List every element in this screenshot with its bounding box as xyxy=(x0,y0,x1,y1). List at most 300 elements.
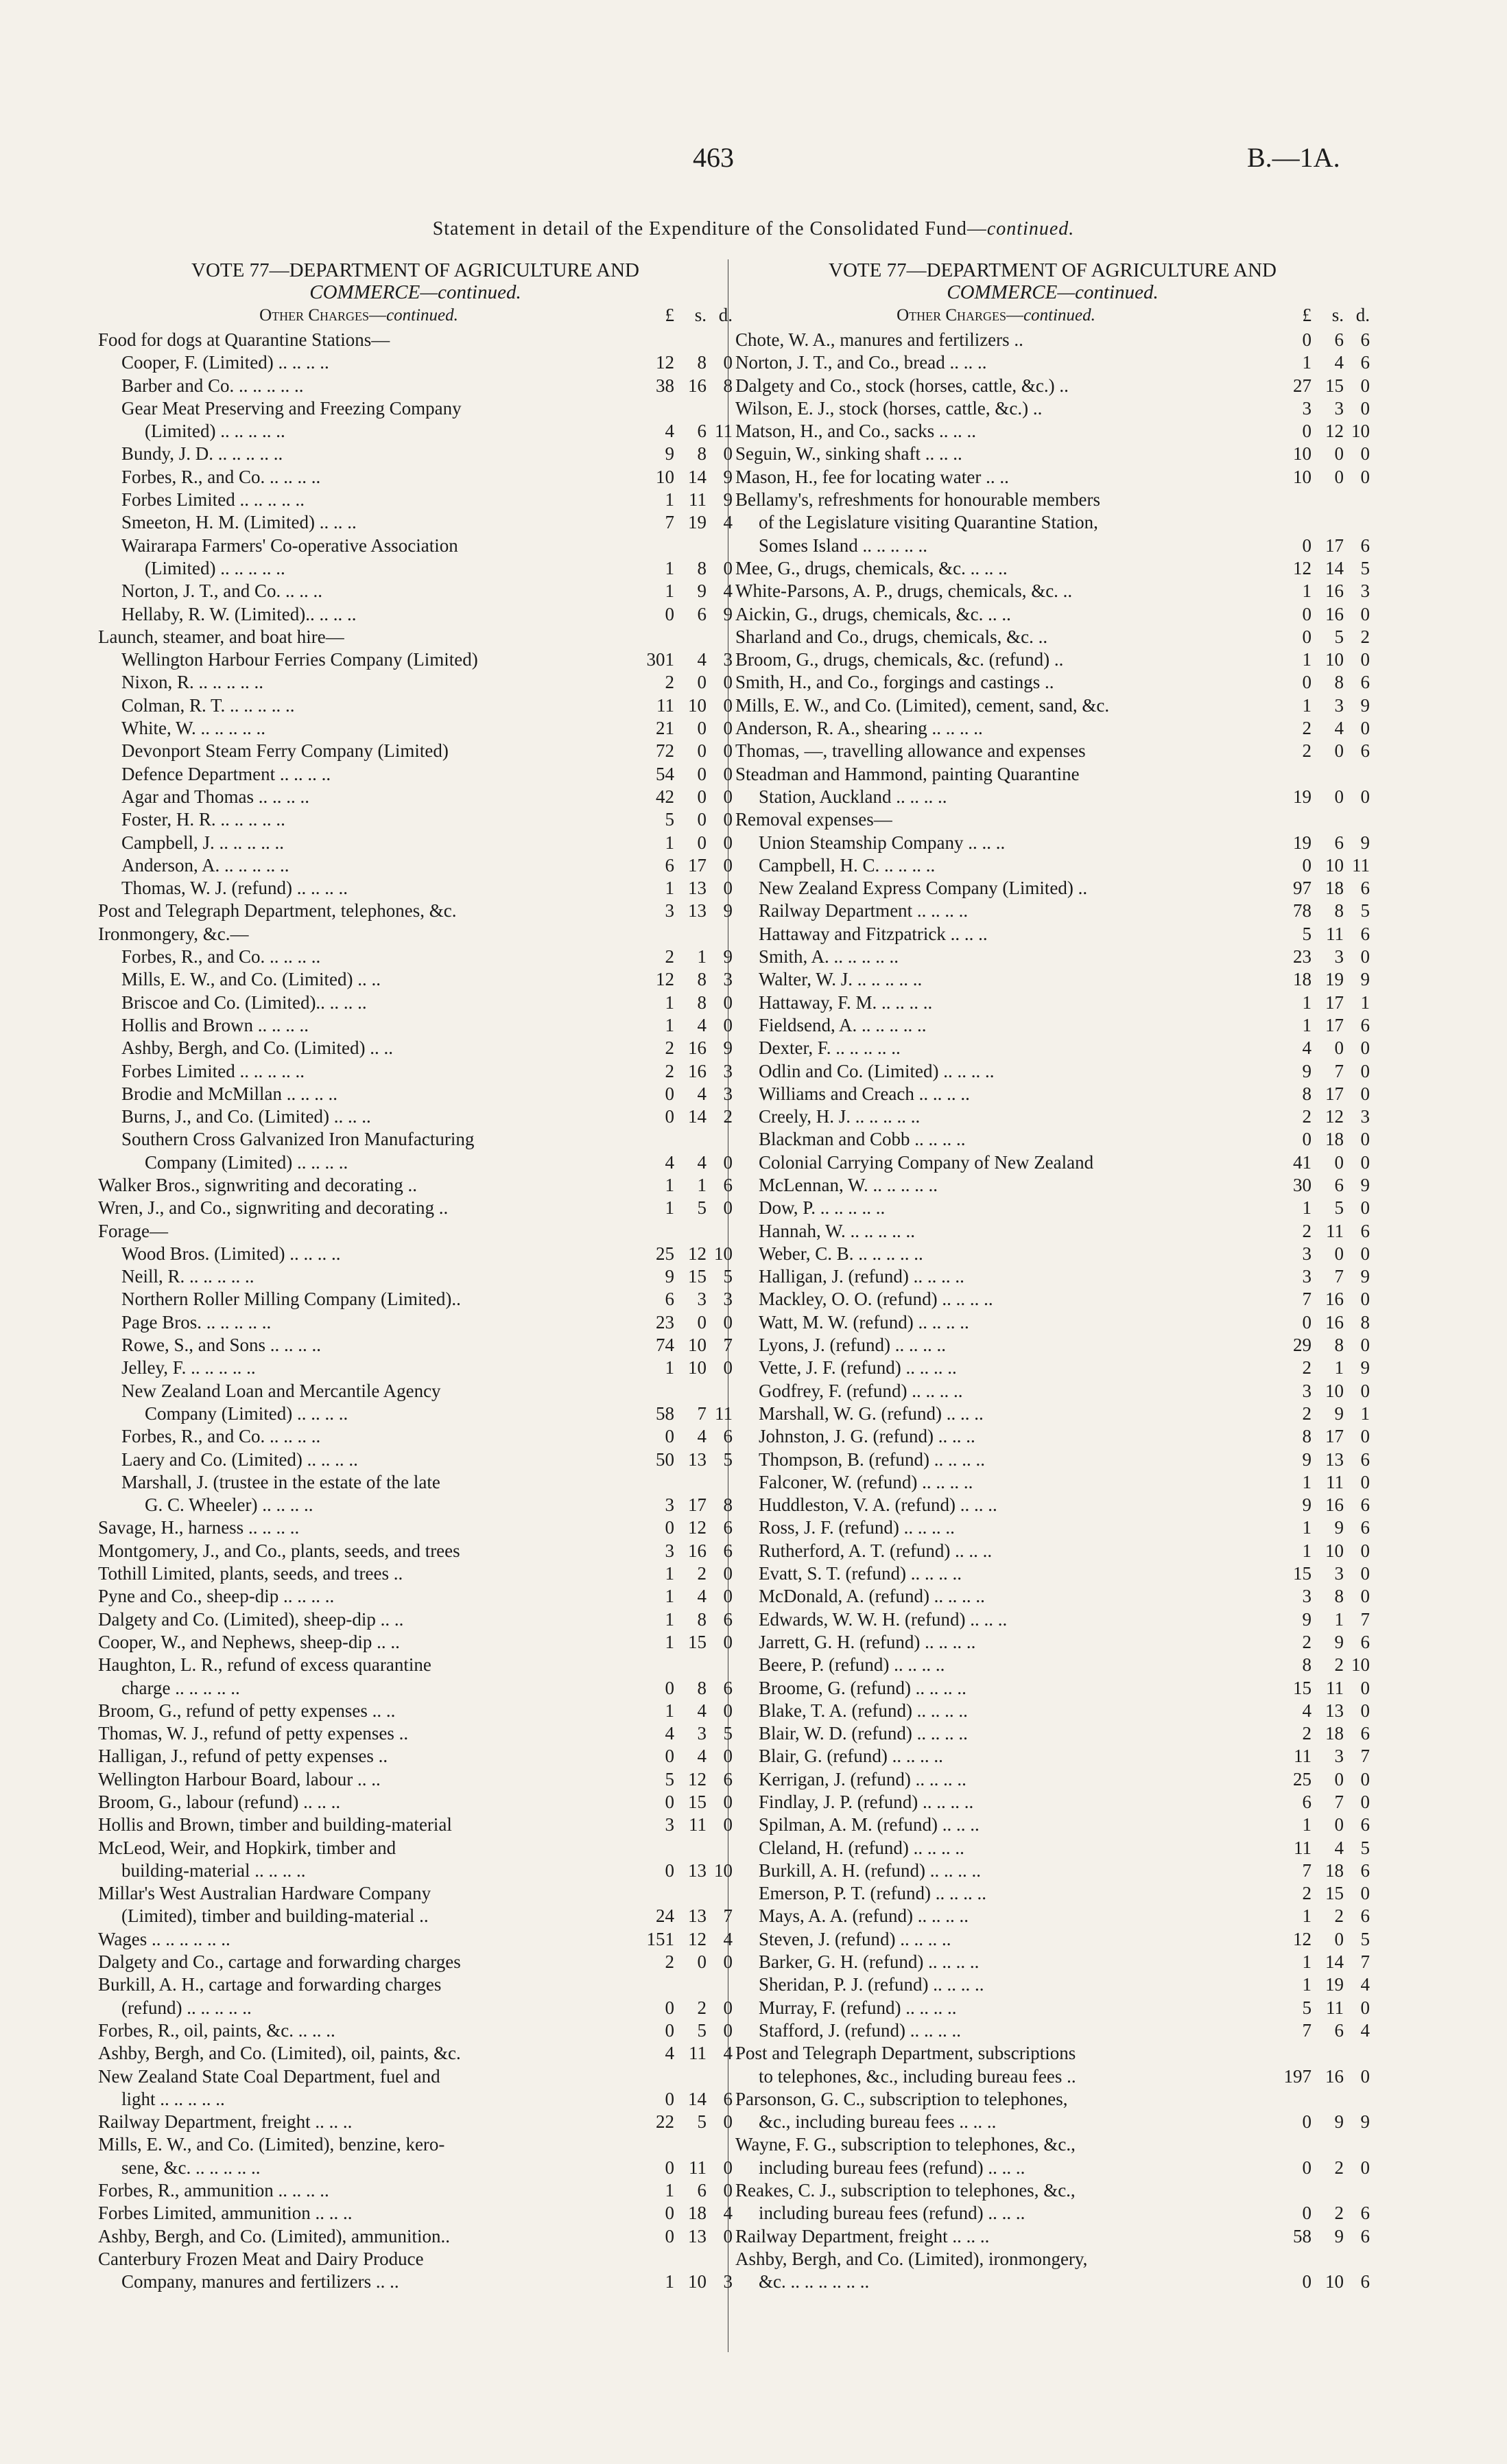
amount xyxy=(626,694,733,717)
expenditure-row xyxy=(98,1745,733,1768)
amount-pounds: 2 xyxy=(665,1060,674,1081)
amount-pounds: 0 xyxy=(1302,854,1312,876)
amount-pounds: 12 xyxy=(1293,1928,1312,1949)
amount-shillings: 17 xyxy=(1325,1083,1344,1104)
right-pence-header: d. xyxy=(1355,305,1370,325)
amount-shillings: 14 xyxy=(688,2088,707,2109)
amount-pence: 9 xyxy=(1360,2111,1370,2133)
amount-shillings: 9 xyxy=(1334,2111,1344,2133)
payee-description: Food for dogs at Quarantine Stations— xyxy=(98,329,390,350)
amount xyxy=(1263,671,1370,694)
amount-pence: 10 xyxy=(1351,421,1370,442)
left-charges-title-text: Other Charges— xyxy=(259,306,387,325)
amount-pounds: 0 xyxy=(1302,1311,1312,1333)
amount xyxy=(1263,1197,1370,1219)
amount-pence: 0 xyxy=(1360,397,1370,419)
amount xyxy=(626,329,733,351)
amount-pence: 6 xyxy=(1360,1905,1370,1927)
expenditure-row xyxy=(735,1083,1370,1105)
amount-pounds: 2 xyxy=(665,946,674,967)
amount xyxy=(1263,511,1370,534)
amount-pence: 5 xyxy=(1360,1837,1370,1858)
expenditure-row xyxy=(735,1768,1370,1791)
payee-description: Barker, G. H. (refund) .. .. .. .. xyxy=(759,1951,980,1973)
amount-pence: 0 xyxy=(723,2019,733,2041)
expenditure-row xyxy=(98,2065,733,2088)
amount-shillings: 6 xyxy=(697,421,707,442)
payee-description: Wairarapa Farmers' Co-operative Association xyxy=(121,535,458,556)
amount-pounds: 9 xyxy=(1302,1608,1312,1630)
amount-pounds: 2 xyxy=(1302,740,1312,762)
amount xyxy=(1263,786,1370,808)
expenditure-row xyxy=(98,1014,733,1037)
payee-description: Ross, J. F. (refund) .. .. .. .. xyxy=(759,1517,955,1538)
amount xyxy=(1263,1105,1370,1128)
amount-shillings: 17 xyxy=(1325,535,1344,556)
left-vote-subheading: COMMERCE—continued. xyxy=(309,281,521,303)
expenditure-row xyxy=(735,1677,1370,1700)
expenditure-row xyxy=(98,1448,733,1471)
amount xyxy=(626,1425,733,1448)
expenditure-row xyxy=(98,1631,733,1654)
amount xyxy=(626,580,733,602)
amount-shillings: 2 xyxy=(697,1563,707,1584)
expenditure-row xyxy=(98,832,733,854)
amount-pence: 0 xyxy=(1360,1380,1370,1401)
amount xyxy=(1263,466,1370,489)
payee-description: Launch, steamer, and boat hire— xyxy=(98,626,344,647)
amount-shillings: 8 xyxy=(697,352,707,373)
expenditure-row xyxy=(735,1357,1370,1379)
expenditure-row xyxy=(735,489,1370,511)
amount xyxy=(626,2248,733,2271)
amount xyxy=(1263,900,1370,922)
amount xyxy=(1263,740,1370,762)
page-number: 463 xyxy=(693,142,734,173)
amount xyxy=(626,1471,733,1494)
expenditure-row xyxy=(98,1973,733,1996)
amount-pence: 0 xyxy=(723,694,733,716)
amount-shillings: 7 xyxy=(1334,1266,1344,1287)
amount-shillings: 8 xyxy=(1334,1586,1344,1607)
amount-pence: 3 xyxy=(723,1083,733,1104)
amount-shillings: 2 xyxy=(697,1997,707,2018)
amount-shillings: 9 xyxy=(1334,1517,1344,1538)
amount-shillings: 17 xyxy=(688,854,707,876)
expenditure-row xyxy=(735,1859,1370,1882)
amount-pounds: 10 xyxy=(1293,443,1312,465)
expenditure-row xyxy=(98,1105,733,1128)
amount-pence: 5 xyxy=(723,1266,733,1287)
payee-description: Union Steamship Company .. .. .. xyxy=(759,832,1006,853)
amount-pounds: 0 xyxy=(1302,2157,1312,2178)
statement-title-text: Statement in detail of the Expenditure of the Consolidated Fund— xyxy=(432,218,987,239)
payee-description: Forage— xyxy=(98,1220,168,1241)
amount-shillings: 4 xyxy=(697,1586,707,1607)
amount xyxy=(1263,1562,1370,1585)
amount-pounds: 9 xyxy=(665,443,674,465)
payee-description: Sharland and Co., drugs, chemicals, &c. .. xyxy=(735,626,1048,647)
expenditure-row xyxy=(98,1357,733,1379)
amount xyxy=(1263,2248,1370,2271)
amount-pounds: 25 xyxy=(1293,1768,1312,1790)
amount-shillings: 16 xyxy=(1325,603,1344,624)
amount xyxy=(1263,808,1370,831)
amount-shillings: 5 xyxy=(697,2111,707,2133)
amount-shillings: 4 xyxy=(1334,352,1344,373)
payee-description: Forbes Limited .. .. .. .. .. xyxy=(121,1060,305,1081)
amount xyxy=(1263,1608,1370,1631)
expenditure-row xyxy=(98,1928,733,1951)
amount xyxy=(626,375,733,397)
amount xyxy=(626,1837,733,1859)
amount-shillings: 5 xyxy=(1334,1197,1344,1219)
payee-description: White, W. .. .. .. .. .. xyxy=(121,718,265,739)
amount xyxy=(626,1585,733,1608)
expenditure-row xyxy=(98,992,733,1014)
amount xyxy=(626,1243,733,1265)
amount-shillings: 19 xyxy=(1325,1974,1344,1995)
amount-pounds: 0 xyxy=(665,2088,674,2109)
amount xyxy=(626,420,733,443)
amount xyxy=(1263,992,1370,1014)
expenditure-row xyxy=(98,1243,733,1265)
amount-shillings: 13 xyxy=(1325,1448,1344,1470)
payee-description: Broom, G., refund of petty expenses .. .. xyxy=(98,1700,396,1721)
payee-description: Anderson, A. .. .. .. .. .. xyxy=(121,854,289,876)
amount xyxy=(626,1494,733,1516)
amount-shillings: 9 xyxy=(1334,2225,1344,2246)
amount-pounds: 1 xyxy=(1302,1974,1312,1995)
amount-shillings: 0 xyxy=(1334,1243,1344,1264)
amount xyxy=(626,2202,733,2225)
expenditure-row xyxy=(98,1083,733,1105)
payee-description: Station, Auckland .. .. .. .. xyxy=(759,786,947,807)
expenditure-row xyxy=(98,1220,733,1243)
payee-description: including bureau fees (refund) .. .. .. xyxy=(759,2157,1025,2178)
amount-pence: 6 xyxy=(723,1540,733,1561)
amount-shillings: 10 xyxy=(1325,2271,1344,2292)
amount xyxy=(626,808,733,831)
amount xyxy=(1263,397,1370,420)
amount-pence: 3 xyxy=(723,969,733,990)
amount xyxy=(626,1380,733,1403)
amount-shillings: 10 xyxy=(1325,854,1344,876)
expenditure-row xyxy=(98,1585,733,1608)
amount-pence: 0 xyxy=(723,878,733,899)
amount xyxy=(626,1768,733,1791)
payee-description: Forbes Limited .. .. .. .. .. xyxy=(121,489,305,511)
amount xyxy=(1263,1677,1370,1700)
amount-pence: 6 xyxy=(1360,1631,1370,1652)
expenditure-row xyxy=(735,1403,1370,1425)
amount-pounds: 12 xyxy=(1293,557,1312,578)
payee-description: Broom, G., drugs, chemicals, &c. (refund) .. xyxy=(735,649,1064,670)
expenditure-row xyxy=(98,2248,733,2271)
amount-pence: 6 xyxy=(723,1768,733,1790)
amount-pence: 0 xyxy=(723,1814,733,1835)
amount-pounds: 11 xyxy=(1294,1746,1312,1767)
expenditure-row xyxy=(735,1471,1370,1494)
payee-description: Johnston, J. G. (refund) .. .. .. xyxy=(759,1426,975,1447)
expenditure-row xyxy=(735,2225,1370,2248)
amount xyxy=(626,535,733,557)
amount xyxy=(626,557,733,580)
payee-description: Blackman and Cobb .. .. .. .. xyxy=(759,1129,966,1150)
amount-pence: 0 xyxy=(723,2180,733,2201)
amount-pounds: 27 xyxy=(1293,375,1312,396)
amount-shillings: 12 xyxy=(688,1928,707,1949)
amount xyxy=(626,1814,733,1836)
amount-pounds: 0 xyxy=(665,1677,674,1698)
amount-pounds: 72 xyxy=(656,740,674,762)
amount-pounds: 19 xyxy=(1293,832,1312,853)
amount xyxy=(1263,923,1370,946)
expenditure-row xyxy=(98,1128,733,1151)
expenditure-row xyxy=(735,740,1370,762)
amount-shillings: 11 xyxy=(1326,1677,1344,1698)
amount-shillings: 8 xyxy=(697,1677,707,1698)
amount-shillings: 4 xyxy=(697,1083,707,1104)
amount-pence: 11 xyxy=(1352,854,1370,876)
amount-pence: 6 xyxy=(1360,1448,1370,1470)
amount xyxy=(1263,2019,1370,2042)
amount-pounds: 30 xyxy=(1293,1174,1312,1195)
amount-shillings: 4 xyxy=(1334,1837,1344,1858)
payee-description: Mills, E. W., and Co. (Limited), cement, sand, &c. xyxy=(735,694,1110,716)
expenditure-row xyxy=(98,1814,733,1836)
amount-pounds: 0 xyxy=(665,2225,674,2246)
amount-pence: 10 xyxy=(714,1859,733,1881)
amount xyxy=(626,1997,733,2019)
amount-shillings: 17 xyxy=(1325,1426,1344,1447)
amount xyxy=(626,740,733,762)
amount-pounds: 58 xyxy=(656,1403,674,1424)
amount-shillings: 10 xyxy=(688,1335,707,1356)
amount xyxy=(1263,1951,1370,1973)
amount-pence: 9 xyxy=(1360,1174,1370,1195)
amount-pounds: 5 xyxy=(665,809,674,830)
amount xyxy=(626,1174,733,1197)
expenditure-row xyxy=(735,420,1370,443)
expenditure-row xyxy=(98,1060,733,1083)
amount-pence: 6 xyxy=(1360,2203,1370,2224)
amount-pounds: 2 xyxy=(1302,1220,1312,1241)
amount-shillings: 8 xyxy=(1334,900,1344,922)
amount-pounds: 9 xyxy=(665,1266,674,1287)
right-charges-title xyxy=(735,303,1257,327)
amount-shillings: 10 xyxy=(688,1357,707,1378)
payee-description: Ashby, Bergh, and Co. (Limited), ironmongery, xyxy=(735,2248,1088,2269)
expenditure-row xyxy=(735,1745,1370,1768)
amount-pounds: 78 xyxy=(1293,900,1312,922)
amount-shillings: 10 xyxy=(1325,1540,1344,1561)
amount xyxy=(1263,1334,1370,1357)
amount-pounds: 1 xyxy=(1302,1517,1312,1538)
amount-shillings: 13 xyxy=(688,1859,707,1881)
expenditure-row xyxy=(735,329,1370,351)
amount xyxy=(626,1608,733,1631)
amount-pence: 0 xyxy=(1360,1768,1370,1790)
amount-pounds: 3 xyxy=(1302,1586,1312,1607)
amount-pounds: 0 xyxy=(1302,672,1312,693)
amount-shillings: 8 xyxy=(697,557,707,578)
amount-shillings: 13 xyxy=(1325,1700,1344,1721)
amount-shillings: 8 xyxy=(1334,672,1344,693)
payee-description: Kerrigan, J. (refund) .. .. .. .. xyxy=(759,1768,966,1790)
left-shillings-header: s. xyxy=(694,305,707,325)
amount-pence: 6 xyxy=(1360,352,1370,373)
payee-description: (refund) .. .. .. .. .. xyxy=(121,1997,252,2018)
amount-pence: 8 xyxy=(723,1494,733,1516)
expenditure-row xyxy=(735,1425,1370,1448)
expenditure-row xyxy=(98,968,733,991)
expenditure-row xyxy=(98,648,733,671)
expenditure-row xyxy=(98,351,733,374)
payee-description: Northern Roller Milling Company (Limited).. xyxy=(121,1289,461,1310)
amount-pence: 6 xyxy=(1360,1723,1370,1744)
expenditure-row xyxy=(98,923,733,946)
amount xyxy=(1263,763,1370,786)
amount-shillings: 1 xyxy=(1334,1608,1344,1630)
amount-pounds: 1 xyxy=(665,489,674,511)
payee-description: &c., including bureau fees .. .. .. xyxy=(759,2111,997,2133)
payee-description: light .. .. .. .. .. xyxy=(121,2088,225,2109)
payee-description: Bellamy's, refreshments for honourable members xyxy=(735,489,1100,511)
amount xyxy=(626,832,733,854)
amount-pence: 7 xyxy=(723,1335,733,1356)
expenditure-row xyxy=(98,740,733,762)
amount xyxy=(626,511,733,534)
payee-description: Matson, H., and Co., sacks .. .. .. xyxy=(735,421,976,442)
payee-description: Laery and Co. (Limited) .. .. .. .. xyxy=(121,1448,358,1470)
amount-shillings: 3 xyxy=(1334,694,1344,716)
amount-pence: 6 xyxy=(1360,878,1370,899)
amount xyxy=(1263,1357,1370,1379)
amount-pence: 6 xyxy=(1360,1814,1370,1835)
amount-shillings: 0 xyxy=(697,1311,707,1333)
expenditure-row xyxy=(98,786,733,808)
amount-shillings: 4 xyxy=(1334,718,1344,739)
amount-shillings: 4 xyxy=(697,1151,707,1173)
amount-pence: 0 xyxy=(723,557,733,578)
expenditure-row xyxy=(98,535,733,557)
expenditure-row xyxy=(98,1151,733,1174)
expenditure-row xyxy=(735,1220,1370,1243)
payee-description: Burns, J., and Co. (Limited) .. .. .. xyxy=(121,1106,371,1127)
payee-description: Marshall, J. (trustee in the estate of the late xyxy=(121,1471,440,1492)
amount-pence: 6 xyxy=(1360,1014,1370,1035)
amount xyxy=(626,1448,733,1471)
amount-pence: 6 xyxy=(1360,1220,1370,1241)
right-charges-title-text: Other Charges— xyxy=(897,306,1024,325)
expenditure-row xyxy=(735,877,1370,900)
amount-pence: 8 xyxy=(723,375,733,396)
amount xyxy=(626,968,733,991)
amount-shillings: 1 xyxy=(1334,1357,1344,1378)
payee-description: Evatt, S. T. (refund) .. .. .. .. xyxy=(759,1563,962,1584)
amount-pence: 6 xyxy=(723,1677,733,1698)
expenditure-row xyxy=(735,808,1370,831)
payee-description: Odlin and Co. (Limited) .. .. .. .. xyxy=(759,1060,995,1081)
expenditure-row xyxy=(735,1722,1370,1745)
amount-pounds: 23 xyxy=(1293,946,1312,967)
amount xyxy=(626,877,733,900)
expenditure-row xyxy=(98,717,733,740)
amount-pounds: 0 xyxy=(1302,329,1312,350)
amount-pence: 3 xyxy=(1360,580,1370,602)
amount-pence: 7 xyxy=(1360,1746,1370,1767)
amount-pence: 6 xyxy=(1360,535,1370,556)
amount-pounds: 0 xyxy=(1302,421,1312,442)
expenditure-row xyxy=(98,2042,733,2065)
expenditure-row xyxy=(735,923,1370,946)
expenditure-row xyxy=(98,900,733,922)
amount xyxy=(1263,2271,1370,2293)
payee-description: Wellington Harbour Ferries Company (Limited) xyxy=(121,649,478,670)
amount xyxy=(1263,2111,1370,2133)
amount-pounds: 301 xyxy=(646,649,674,670)
payee-description: Barber and Co. .. .. .. .. .. xyxy=(121,375,304,396)
payee-description: Savage, H., harness .. .. .. .. xyxy=(98,1517,300,1538)
payee-description: Hollis and Brown, timber and building-material xyxy=(98,1814,452,1835)
amount xyxy=(626,2111,733,2133)
expenditure-row xyxy=(98,1471,733,1494)
expenditure-row xyxy=(735,2019,1370,2042)
expenditure-row xyxy=(735,786,1370,808)
payee-description: Hattaway, F. M. .. .. .. .. xyxy=(759,992,933,1013)
amount-shillings: 6 xyxy=(1334,832,1344,853)
expenditure-row xyxy=(98,2179,733,2202)
amount-shillings: 2 xyxy=(1334,1654,1344,1676)
amount xyxy=(626,1951,733,1973)
payee-description: Ashby, Bergh, and Co. (Limited) .. .. xyxy=(121,1037,393,1059)
expenditure-row xyxy=(735,1814,1370,1836)
payee-description: Fieldsend, A. .. .. .. .. .. xyxy=(759,1014,927,1035)
amount-shillings: 3 xyxy=(1334,1563,1344,1584)
expenditure-row xyxy=(735,946,1370,968)
amount-pence: 6 xyxy=(1360,2271,1370,2292)
amount-pounds: 0 xyxy=(1302,535,1312,556)
amount-pence: 9 xyxy=(1360,1357,1370,1378)
amount xyxy=(626,992,733,1014)
amount xyxy=(626,1516,733,1539)
amount-shillings: 4 xyxy=(697,1014,707,1035)
amount-pence: 0 xyxy=(1360,443,1370,465)
amount xyxy=(626,648,733,671)
amount-pounds: 1 xyxy=(1302,1814,1312,1835)
amount xyxy=(626,1151,733,1174)
amount-pence: 0 xyxy=(723,1997,733,2018)
amount-shillings: 8 xyxy=(697,443,707,465)
amount-pence: 0 xyxy=(1360,2065,1370,2087)
expenditure-row xyxy=(735,2065,1370,2088)
amount-shillings: 11 xyxy=(1326,1220,1344,1241)
amount-pounds: 11 xyxy=(1294,1837,1312,1858)
amount-shillings: 11 xyxy=(689,489,707,511)
amount-shillings: 16 xyxy=(1325,1494,1344,1516)
amount-pounds: 1 xyxy=(1302,1905,1312,1927)
amount-pounds: 3 xyxy=(1302,1243,1312,1264)
payee-description: Wellington Harbour Board, labour .. .. xyxy=(98,1768,381,1790)
expenditure-row xyxy=(98,1334,733,1357)
amount-shillings: 16 xyxy=(1325,1311,1344,1333)
amount xyxy=(626,1745,733,1768)
payee-description: Findlay, J. P. (refund) .. .. .. .. xyxy=(759,1792,974,1812)
amount-pounds: 0 xyxy=(665,2157,674,2178)
payee-description: Walter, W. J. .. .. .. .. .. xyxy=(759,969,923,990)
amount-shillings: 5 xyxy=(1334,626,1344,647)
